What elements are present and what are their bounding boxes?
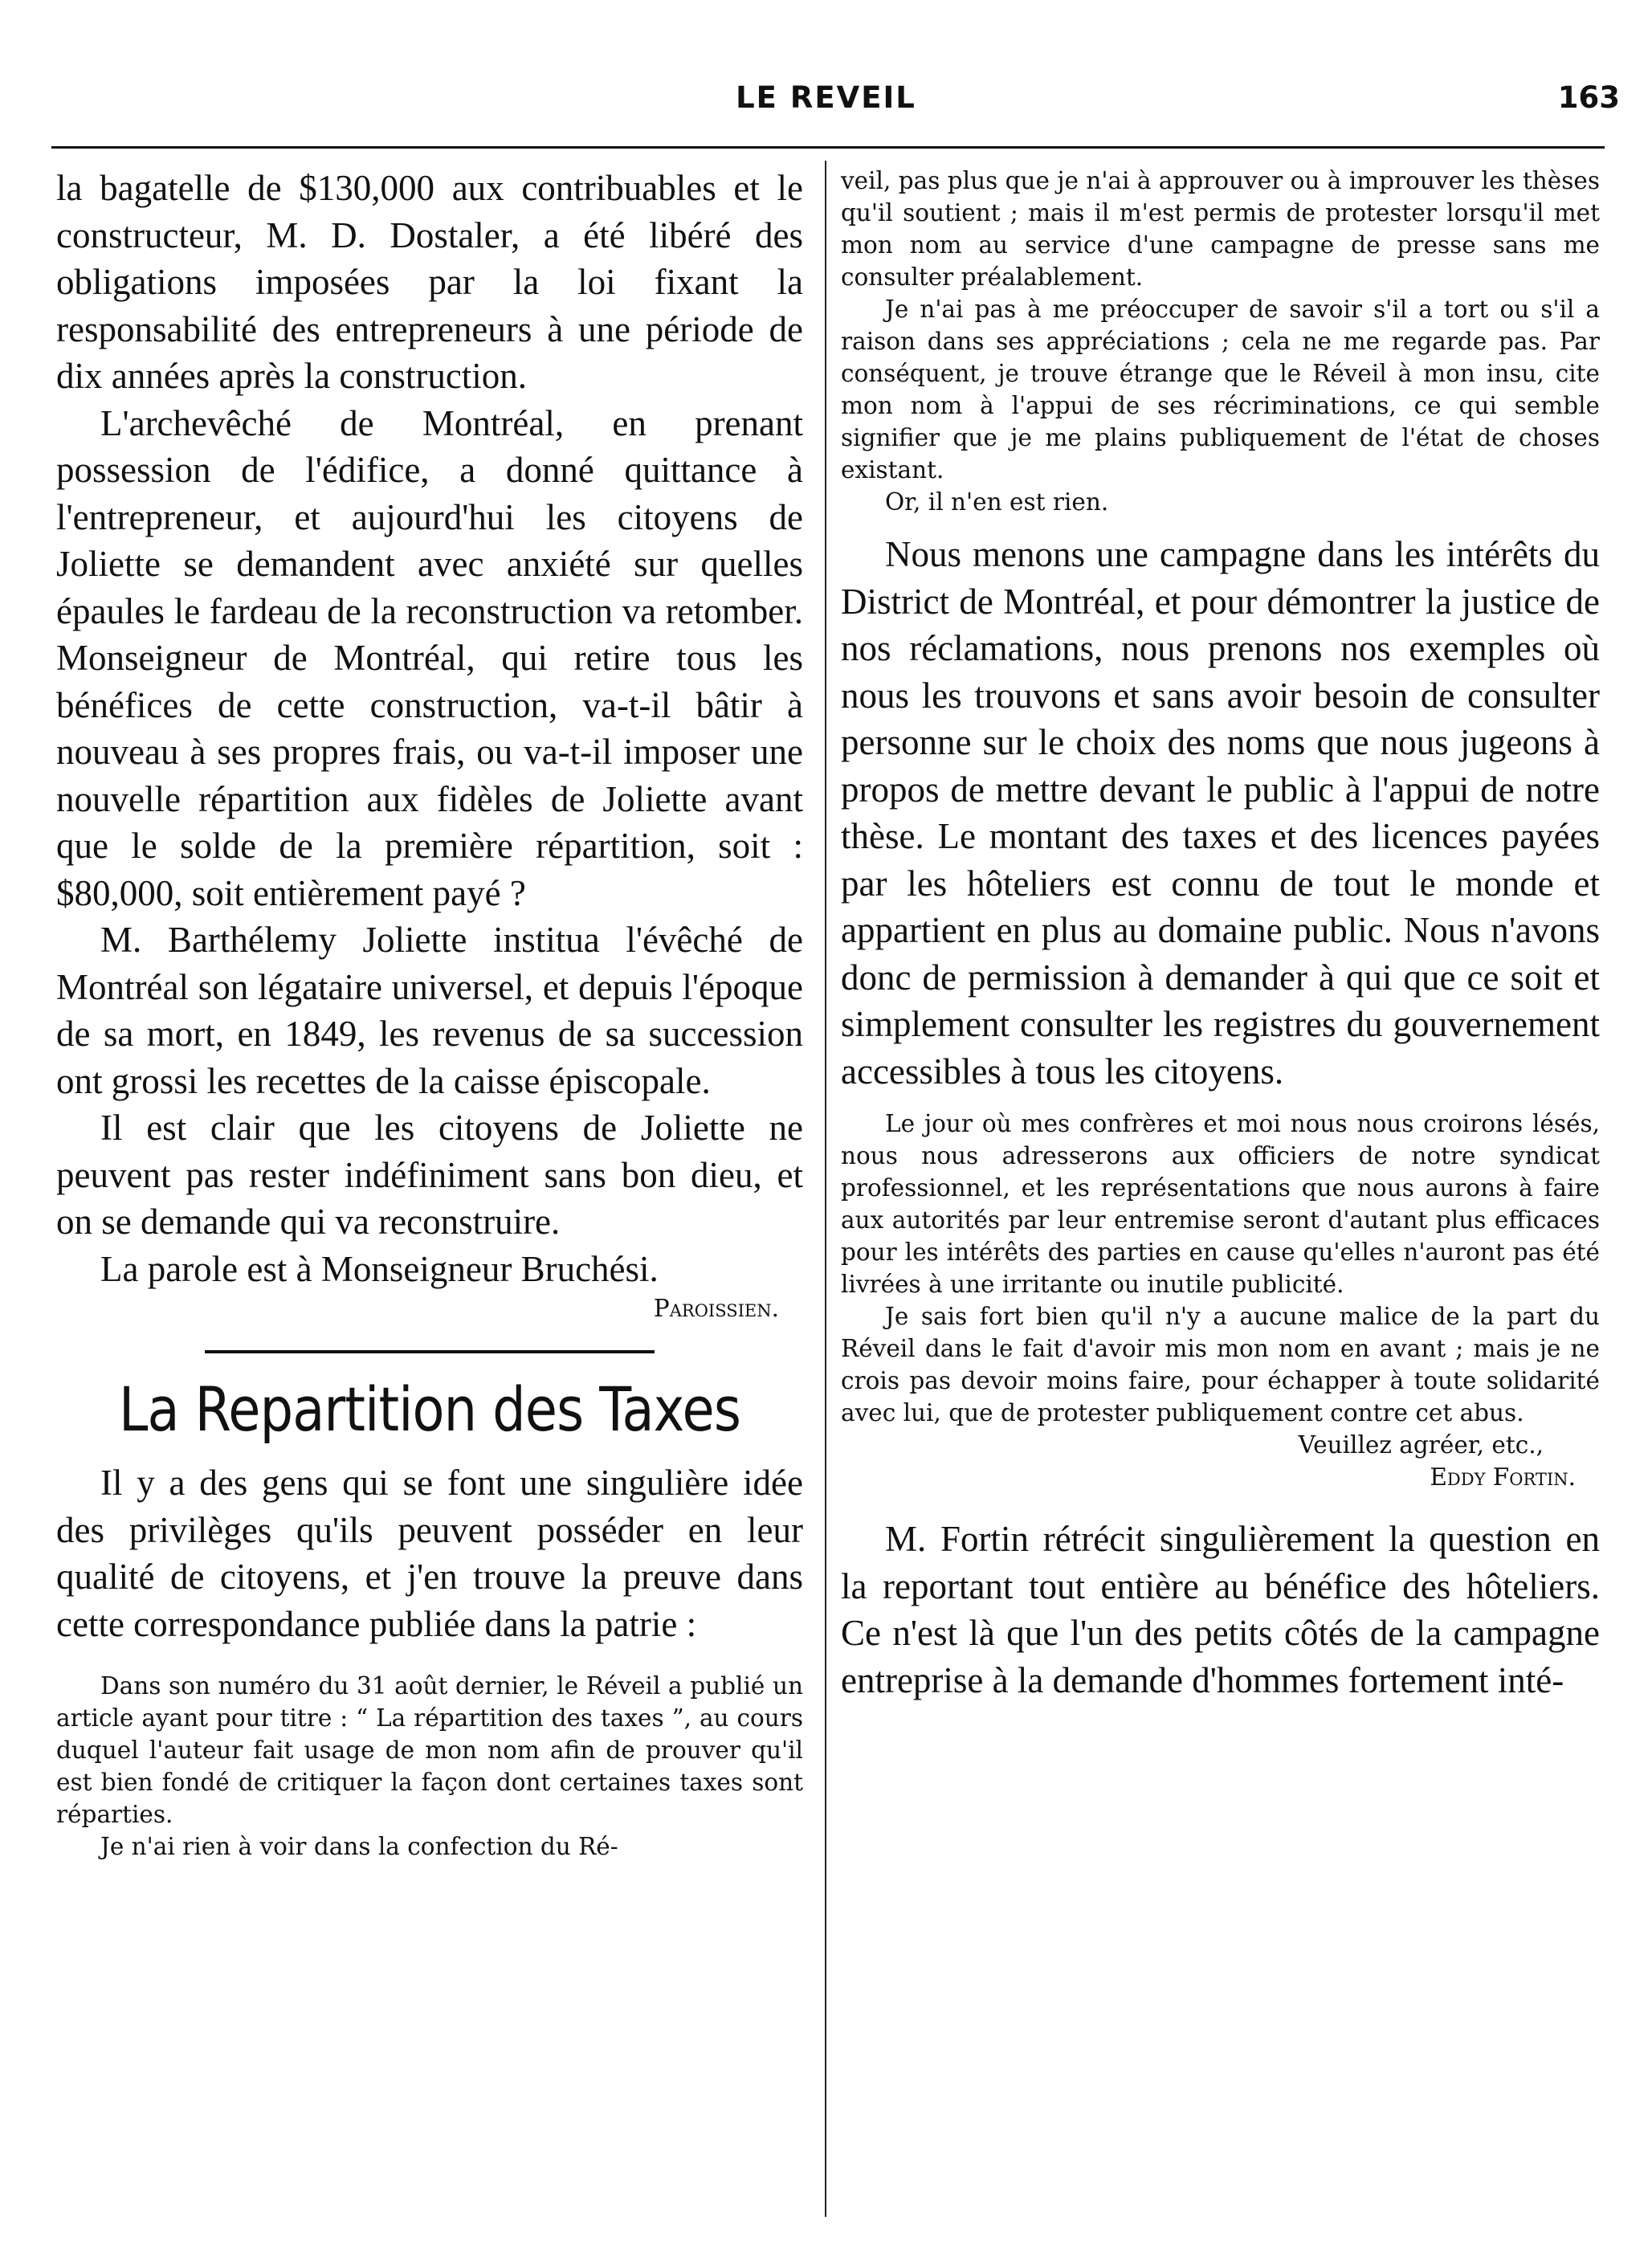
paragraph: la bagatelle de $130,000 aux contribuables et le constructeur, M. D. Dostaler, a été libéré des obligations imposées par la loi fixant la responsabilité des entrepreneurs à une période de dix années après la construction. [56, 168, 803, 396]
article-separator [205, 1350, 655, 1353]
final-paragraph: M. Fortin rétrécit singulièrement la question en la reportant tout entière au bénéfice des hôteliers. Ce n'est là que l'un des petits côtés de la campagne entreprise à la demande d'hommes fortement inté- [841, 1519, 1600, 1700]
header-rule [51, 146, 1605, 149]
intro-paragraph: Il y a des gens qui se font une singulière idée des privilèges qu'ils peuvent posséder en leur qualité de citoyens, et j'en trouve la preuve dans cette correspondance publiée dans la patrie : [56, 1463, 803, 1644]
letter-signature: Eddy Fortin. [1430, 1463, 1576, 1491]
quoted-letter-paragraph: Je n'ai rien à voir dans la confection du Ré- [100, 1833, 618, 1860]
column-divider [825, 161, 826, 2217]
paragraph: L'archevêché de Montréal, en prenant possession de l'édifice, a donné quittance à l'entrepreneur, et aujourd'hui les citoyens de Joliette se demandent avec anxiété sur quelles épaules le fardeau de la reconstruction va retomber. Monseigneur de Montréal, qui retire tous les bénéfices de cette construction, va-t-il bâtir à nouveau à ses propres frais, ou va-t-il imposer une nouvelle répartition aux fidèles de Joliette avant que le solde de la première répartition, soit : $80,000, soit entièrement payé ? [56, 402, 803, 913]
left-column [56, 165, 803, 1863]
quoted-letter-paragraph: Je n'ai pas à me préoccuper de savoir s'il a tort ou s'il a raison dans ses appréciations ; cela ne me regarde pas. Par conséquent, je trouve étrange que le Réveil à mon insu, cite mon nom à l'appui de ses récriminations, ce qui semble signifier que je me plains publiquement de l'état de choses existant. [841, 296, 1600, 484]
quoted-letter-paragraph: veil, pas plus que je n'ai à approuver ou à improuver les thèses qu'il soutient ; mais il m'est permis de protester lorsqu'il met mon nom au service d'une campagne de presse sans me consulter préalablement. [841, 167, 1600, 291]
right-column [841, 165, 1600, 1704]
article-headline: La Repartition des Taxes [118, 1373, 741, 1445]
paragraph: La parole est à Monseigneur Bruchési. [100, 1248, 659, 1289]
quoted-letter-paragraph: Le jour où mes confrères et moi nous nous croirons lésés, nous nous adresserons aux officiers de notre syndicat professionnel, et les représentations que nous aurons à faire aux autorités par leur entremise seront d'autant plus efficaces pour les intérêts des parties en cause qu'elles n'auront pas été livrées à une irritante ou inutile publicité. [841, 1110, 1600, 1298]
letter-closing: Veuillez agréer, etc., [1298, 1431, 1544, 1459]
paragraph: Il est clair que les citoyens de Joliette ne peuvent pas rester indéfiniment sans bon dieu, et on se demande qui va reconstruire. [56, 1108, 803, 1242]
editor-response: Nous menons une campagne dans les intérêts du District de Montréal, et pour démontrer la justice de nos réclamations, nous prenons nos exemples où nous les trouvons et sans avoir besoin de consulter personne sur le choix des noms que nous jugeons à propos de mettre devant le public à l'appui de notre thèse. Le montant des taxes et des licences payées par les hôteliers est connu de tout le monde et appartient en plus au domaine public. Nous n'avons donc de permission à demander à qui que ce soit et simplement consulter les registres du gouvernement accessibles à tous les citoyens. [841, 534, 1600, 1092]
quoted-letter-paragraph: Dans son numéro du 31 août dernier, le Réveil a publié un article ayant pour titre : “ La répartition des taxes ”, au cours duquel l'auteur fait usage de mon nom afin de prouver qu'il est bien fondé de critiquer la façon dont certaines taxes sont réparties. [56, 1672, 803, 1828]
page-header [0, 80, 1652, 129]
quoted-letter-paragraph: Je sais fort bien qu'il n'y a aucune malice de la part du Réveil dans le fait d'avoir mis mon nom en avant ; mais je ne crois pas devoir moins faire, pour échapper à toute solidarité avec lui, que de protester publiquement contre cet abus. [841, 1303, 1600, 1426]
article-signature: Paroissien. [653, 1295, 779, 1322]
paragraph: M. Barthélemy Joliette institua l'évêché de Montréal son légataire universel, et depuis l'époque de sa mort, en 1849, les revenus de sa succession ont grossi les recettes de la caisse épiscopale. [56, 920, 803, 1101]
quoted-letter-paragraph: Or, il n'en est rien. [885, 488, 1109, 516]
journal-title: LE REVEIL [736, 80, 916, 115]
page-number: 163 [1557, 80, 1620, 115]
